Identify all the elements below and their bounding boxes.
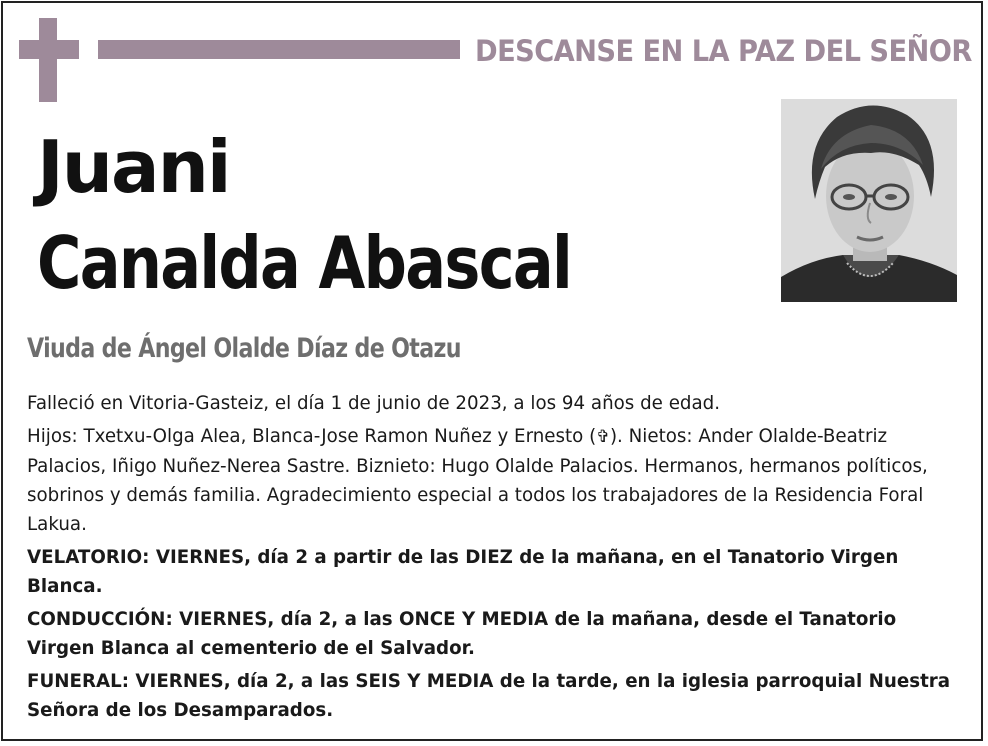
deceased-portrait xyxy=(781,99,957,302)
deceased-first-name: Juani xyxy=(37,125,230,209)
obituary-body xyxy=(27,389,957,729)
funeral-notice: FUNERAL: VIERNES, día 2, a las SEIS Y MEDIA de la tarde, en la iglesia parroquial Nuestra Señora de los Desamparados. xyxy=(27,670,951,721)
deceased-relation: Viuda de Ángel Olalde Díaz de Otazu xyxy=(27,333,461,364)
cross-icon xyxy=(39,18,57,102)
velatorio-notice: VELATORIO: VIERNES, día 2 a partir de las DIEZ de la mañana, en el Tanatorio Virgen Blanca. xyxy=(27,546,899,597)
obituary-card xyxy=(1,1,983,741)
header-bar xyxy=(98,40,460,59)
header-title: DESCANSE EN LA PAZ DEL SEÑOR xyxy=(475,34,972,68)
family-list: Hijos: Txetxu-Olga Alea, Blanca-Jose Ramon Nuñez y Ernesto (✞). Nietos: Ander Olalde-Beatriz Palacios, Iñigo Nuñez-Nerea Sastre. Biznieto: Hugo Olalde Palacios. Hermanos, hermanos políticos, sobrinos y demás familia. Agradecimiento especial a todos los trabajadores de la Residencia Foral Lakua. xyxy=(27,425,928,535)
portrait-photo xyxy=(781,99,957,302)
deceased-last-name: Canalda Abascal xyxy=(37,221,572,305)
conduccion-notice: CONDUCCIÓN: VIERNES, día 2, a las ONCE Y MEDIA de la mañana, desde el Tanatorio Virgen Blanca al cementerio de el Salvador. xyxy=(27,608,897,659)
death-notice: Falleció en Vitoria-Gasteiz, el día 1 de junio de 2023, a los 94 años de edad. xyxy=(27,392,721,414)
cross-icon-arm xyxy=(19,40,79,59)
deceased-cross-icon: ✞ xyxy=(596,427,610,447)
